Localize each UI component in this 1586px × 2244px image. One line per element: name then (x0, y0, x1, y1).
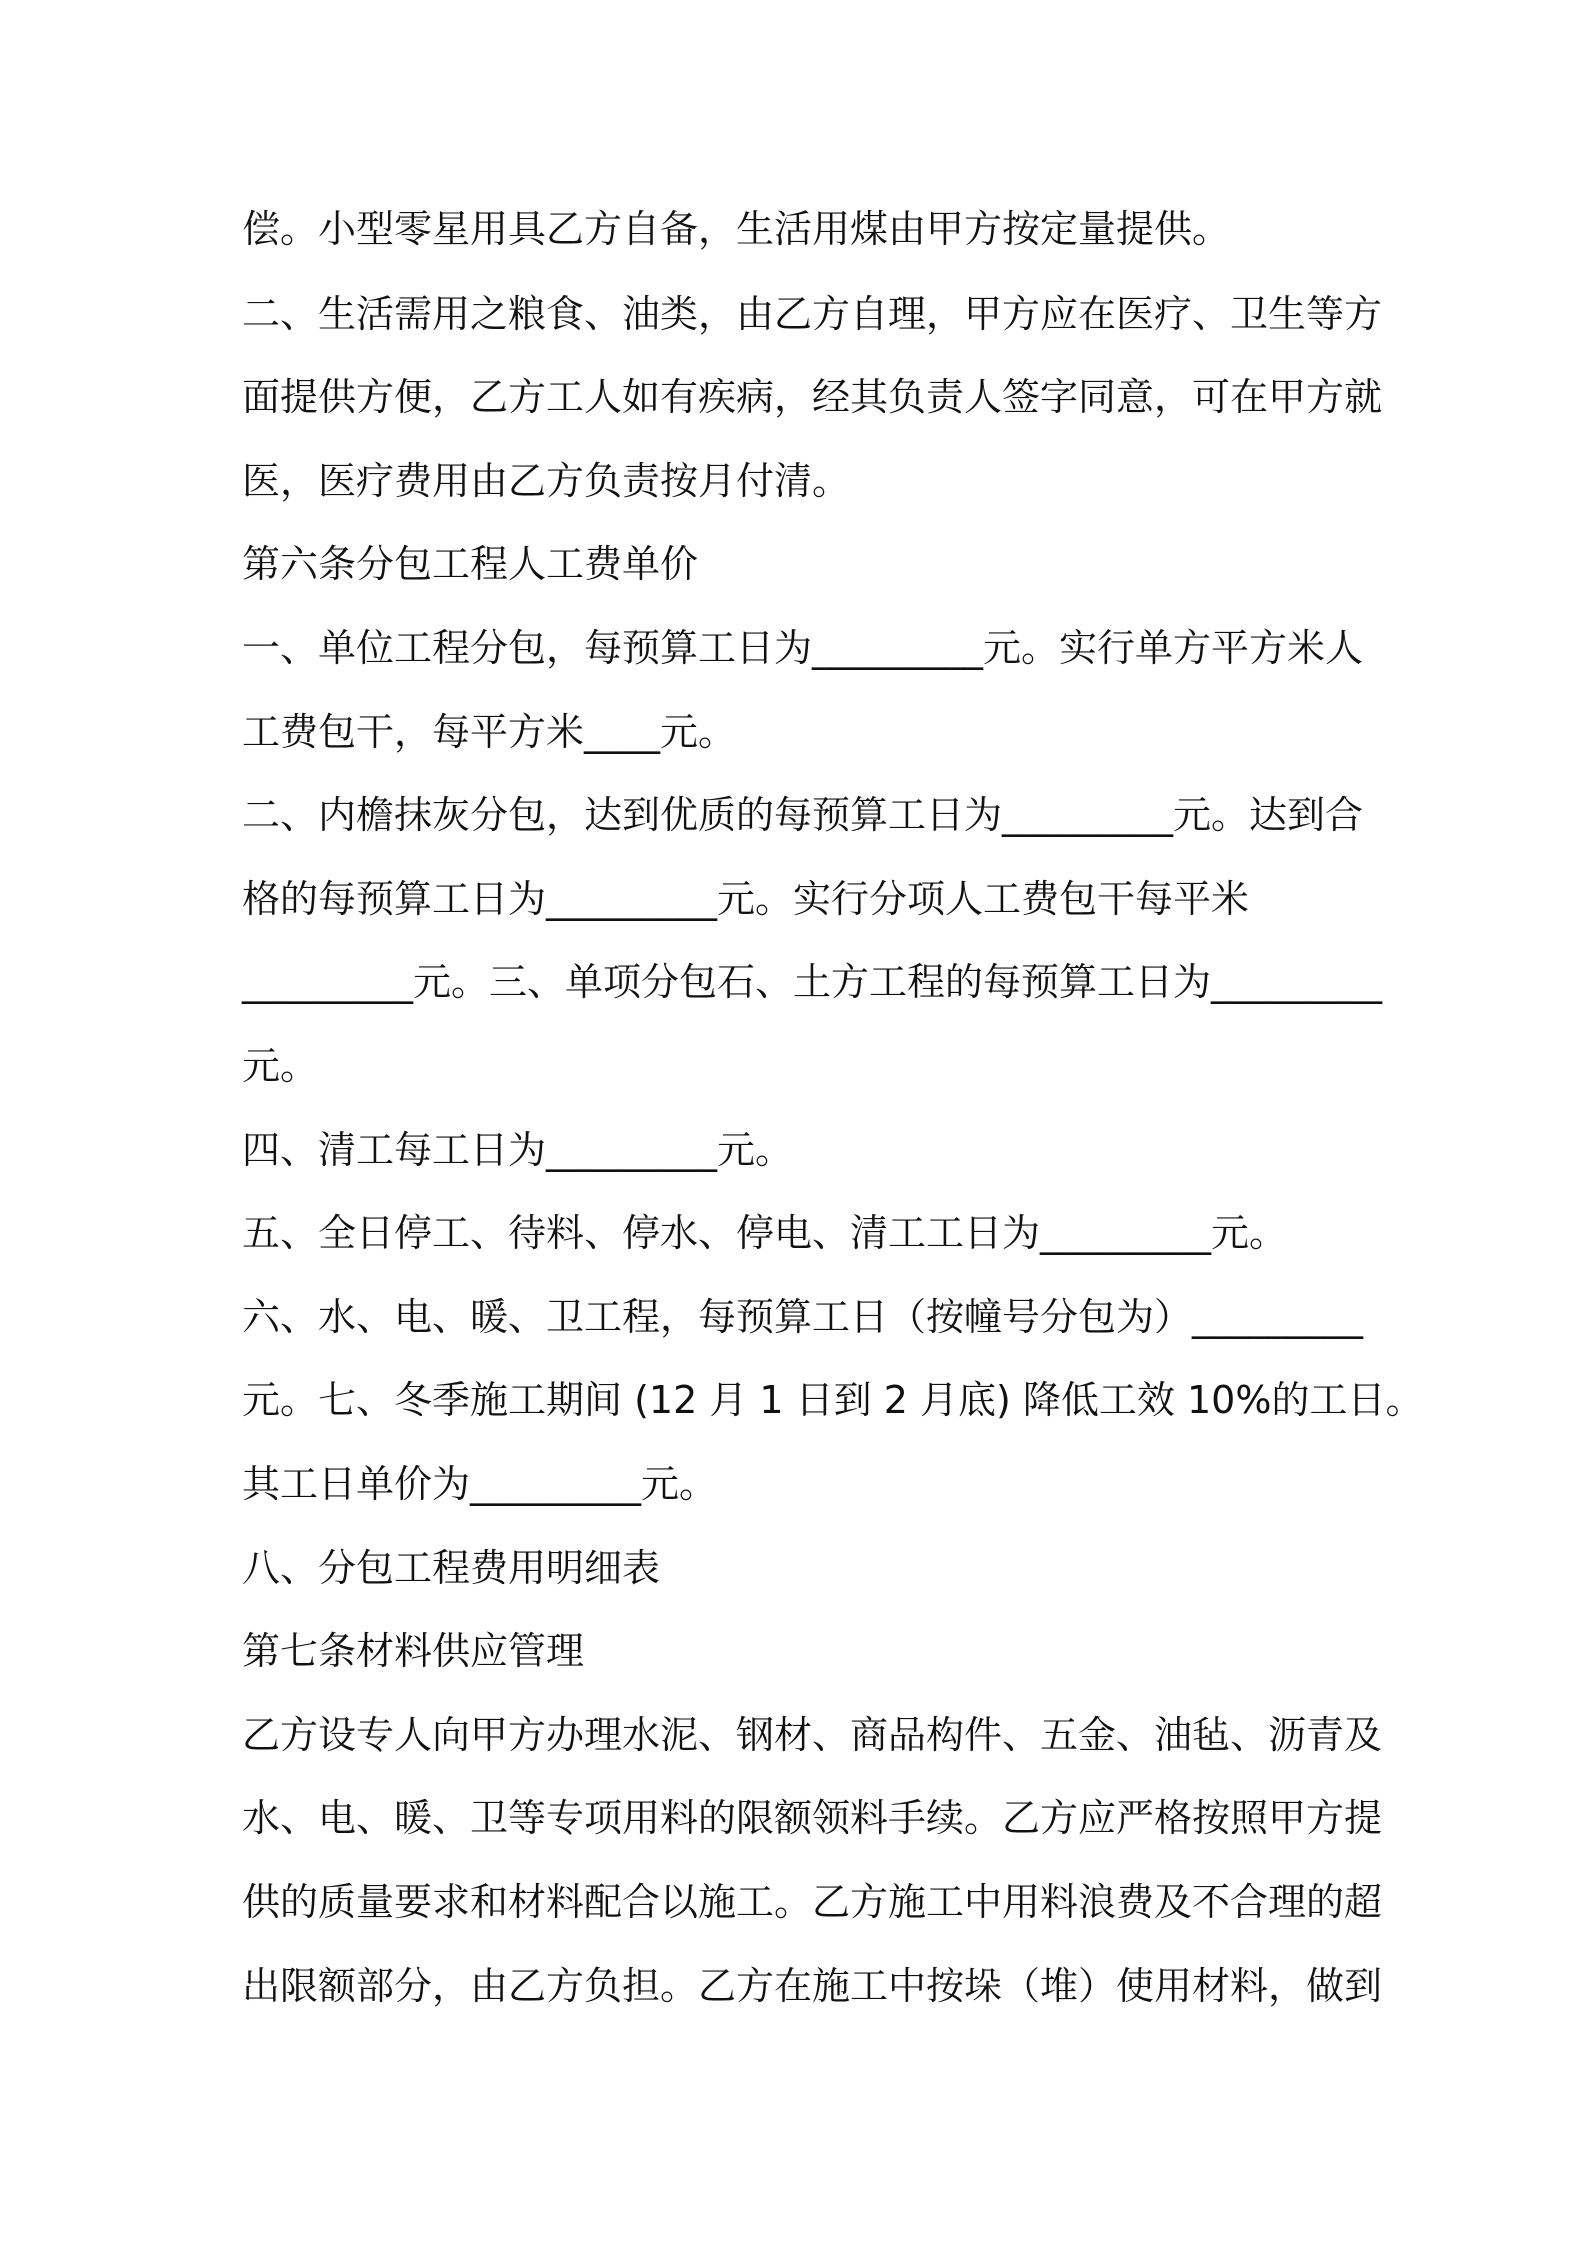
text-line: 一、单位工程分包，每预算工日为_________元。实行单方平方米人 (242, 626, 1364, 670)
text-line: 元。七、冬季施工期间 (12 月 1 日到 2 月底) 降低工效 10%的工日。 (242, 1378, 1424, 1422)
text-line: _________元。三、单项分包石、土方工程的每预算工日为_________ (242, 960, 1383, 1004)
section-heading: 第六条分包工程人工费单价 (242, 542, 699, 586)
text-line: 出限额部分，由乙方负担。乙方在施工中按垛（堆）使用材料，做到 (242, 1964, 1383, 2008)
text-line: 其工日单价为_________元。 (242, 1462, 718, 1506)
text-line: 偿。小型零星用具乙方自备，生活用煤由甲方按定量提供。 (242, 207, 1231, 251)
text-line: 二、生活需用之粮食、油类，由乙方自理，甲方应在医疗、卫生等方 (242, 292, 1383, 336)
text-line: 格的每预算工日为_________元。实行分项人工费包干每平米 (242, 877, 1250, 921)
text-line: 工费包干，每平方米____元。 (242, 710, 737, 754)
text-line: 水、电、暖、卫等专项用料的限额领料手续。乙方应严格按照甲方提 (242, 1796, 1383, 1840)
text-line: 医，医疗费用由乙方负责按月付清。 (242, 459, 851, 503)
section-heading: 第七条材料供应管理 (242, 1629, 585, 1673)
text-line: 二、内檐抹灰分包，达到优质的每预算工日为_________元。达到合 (242, 793, 1364, 837)
text-line: 元。 (242, 1044, 319, 1088)
text-line: 面提供方便，乙方工人如有疾病，经其负责人签字同意，可在甲方就 (242, 375, 1383, 419)
text-line: 四、清工每工日为_________元。 (242, 1128, 794, 1172)
text-line: 八、分包工程费用明细表 (242, 1546, 661, 1590)
text-line: 五、全日停工、待料、停水、停电、清工工日为_________元。 (242, 1211, 1288, 1255)
text-line: 六、水、电、暖、卫工程，每预算工日（按幢号分包为）_________ (242, 1295, 1364, 1339)
text-line: 供的质量要求和材料配合以施工。乙方施工中用料浪费及不合理的超 (242, 1880, 1383, 1924)
text-line: 乙方设专人向甲方办理水泥、钢材、商品构件、五金、油毡、沥青及 (242, 1713, 1383, 1757)
